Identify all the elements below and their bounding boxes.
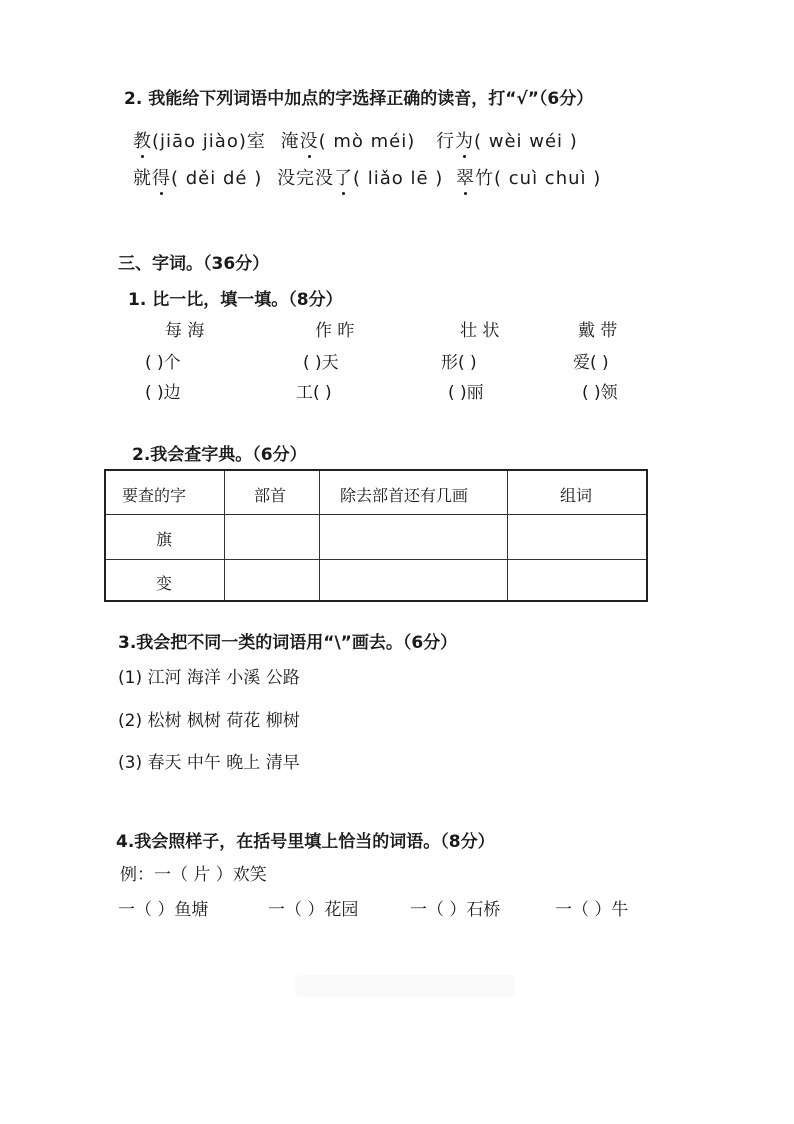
fill-2-4[interactable]: ( )领 — [582, 383, 618, 403]
header-words: 组词 — [560, 486, 593, 505]
fill-1-3[interactable]: 形( ) — [441, 353, 477, 373]
table-col-divider — [319, 471, 320, 600]
q3-item-3: (3) 春天 中午 晚上 清早 — [118, 753, 300, 773]
header-char: 要查的字 — [122, 486, 187, 505]
q2-word-1: 教(jiāo jiào)室 — [133, 131, 266, 152]
q4-blank-2[interactable]: 一（ ）花园 — [268, 900, 359, 920]
s3-q3-title: 3.我会把不同一类的词语用“\”画去。（6分） — [118, 633, 458, 653]
fill-1-1[interactable]: ( )个 — [145, 353, 181, 373]
section-3-title: 三、字词。（36分） — [118, 254, 270, 274]
row-char-1: 旗 — [156, 530, 173, 549]
s3-q2-title: 2.我会查字典。（6分） — [132, 445, 307, 465]
q4-blank-4[interactable]: 一（ ）牛 — [555, 900, 629, 920]
table-col-divider — [507, 471, 508, 600]
q3-item-2: (2) 松树 枫树 荷花 柳树 — [118, 711, 300, 731]
fill-1-2[interactable]: ( )天 — [303, 353, 339, 373]
fill-2-1[interactable]: ( )边 — [145, 383, 181, 403]
q2-row-1 — [133, 131, 578, 153]
table-row-divider — [106, 559, 646, 560]
q4-blank-3[interactable]: 一（ ）石桥 — [410, 900, 501, 920]
q2-word-2: 淹没( mò méi) — [280, 131, 416, 152]
table-col-divider — [224, 471, 225, 600]
q2-word-6: 翠竹( cuì chuì ) — [456, 168, 602, 189]
pair-2: 作 昨 — [315, 321, 355, 341]
fill-1-4[interactable]: 爱( ) — [573, 353, 609, 373]
header-strokes: 除去部首还有几画 — [340, 486, 469, 505]
fill-2-3[interactable]: ( )丽 — [448, 383, 484, 403]
q2-word-3: 行为( wèi wéi ) — [435, 131, 578, 152]
pair-3: 壮 状 — [460, 321, 500, 341]
q4-example: 例：一（ 片 ）欢笑 — [120, 865, 267, 885]
pair-1: 每 海 — [165, 321, 205, 341]
q4-blank-1[interactable]: 一（ ）鱼塘 — [118, 900, 209, 920]
faded-watermark — [295, 975, 515, 997]
q2-word-4: 就得( děi dé ) — [133, 168, 263, 189]
q3-item-1: (1) 江河 海洋 小溪 公路 — [118, 668, 300, 688]
header-radical: 部首 — [254, 486, 287, 505]
fill-2-2[interactable]: 工( ) — [296, 383, 332, 403]
dictionary-table — [104, 469, 648, 602]
s3-q4-title: 4.我会照样子，在括号里填上恰当的词语。（8分） — [116, 832, 495, 852]
row-char-2: 变 — [156, 574, 173, 593]
table-row-divider — [106, 514, 646, 515]
s3-q1-title: 1. 比一比，填一填。（8分） — [128, 290, 343, 310]
q2-row-2 — [133, 168, 601, 190]
q2-title: 2. 我能给下列词语中加点的字选择正确的读音，打“√”（6分） — [124, 89, 594, 109]
pair-4: 戴 带 — [578, 321, 618, 341]
q2-word-5: 没完没了( liǎo lē ) — [276, 168, 444, 189]
